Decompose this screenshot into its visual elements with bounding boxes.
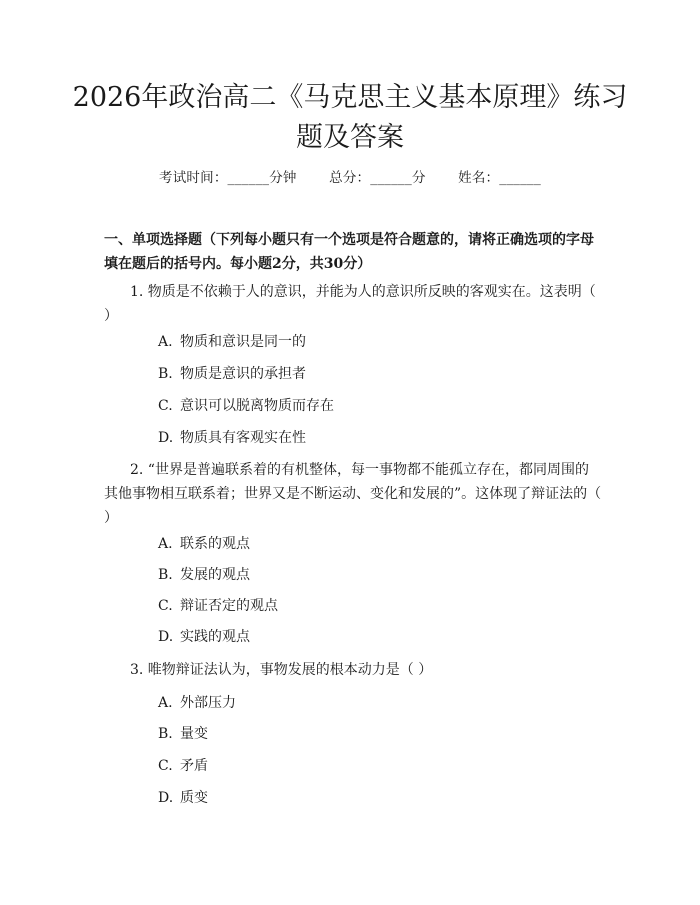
question-option — [158, 396, 334, 416]
option-text: 联系的观点 — [180, 536, 250, 552]
question-option — [158, 788, 208, 808]
question-option — [158, 693, 236, 713]
exam-time: 考试时间：______分钟 — [159, 170, 297, 186]
option-label: C. — [158, 758, 173, 774]
option-label: B. — [158, 366, 173, 382]
option-text: 实践的观点 — [180, 629, 250, 645]
option-label: A. — [158, 695, 173, 711]
option-text: 外部压力 — [180, 695, 236, 711]
option-label: B. — [158, 567, 173, 583]
question-option — [158, 596, 278, 616]
question-option — [158, 534, 250, 554]
option-label: C. — [158, 598, 173, 614]
question-option — [158, 565, 250, 585]
question-stem: 1. 物质是不依赖于人的意识，并能为人的意识所反映的客观实在。这表明（ ） — [104, 284, 596, 324]
option-label: A. — [158, 536, 173, 552]
option-text: 发展的观点 — [180, 567, 250, 583]
option-label: D. — [158, 629, 174, 645]
question-option — [158, 364, 306, 384]
option-label: C. — [158, 398, 173, 414]
option-text: 物质和意识是同一的 — [180, 334, 306, 350]
option-text: 意识可以脱离物质而存在 — [180, 398, 334, 414]
question-stem: 2. “世界是普遍联系着的有机整体，每一事物都不能孤立存在，都同周围的其他事物相互联系着；世界又是不断运动、变化和发展的”。这体现了辩证法的（ ） — [104, 462, 602, 526]
option-text: 辩证否定的观点 — [180, 598, 278, 614]
question-option — [158, 756, 208, 776]
option-label: D. — [158, 430, 174, 446]
question-option — [158, 724, 208, 744]
section-heading: 一、单项选择题（下列每小题只有一个选项是符合题意的，请将正确选项的字母填在题后的括号内。每小题2分，共30分） — [104, 232, 594, 272]
question-option — [158, 428, 306, 448]
question-stem: 3. 唯物辩证法认为，事物发展的根本动力是（ ） — [130, 662, 433, 678]
question-option — [158, 332, 306, 352]
option-text: 质变 — [180, 790, 208, 806]
document-title: 2026年政治高二《马克思主义基本原理》练习题及答案 — [72, 82, 628, 153]
option-label: D. — [158, 790, 174, 806]
total-score: 总分：______分 — [329, 170, 426, 186]
student-name: 姓名：______ — [458, 170, 541, 186]
exam-meta — [0, 168, 700, 188]
option-label: A. — [158, 334, 173, 350]
option-text: 量变 — [180, 726, 208, 742]
option-label: B. — [158, 726, 173, 742]
option-text: 物质具有客观实在性 — [180, 430, 306, 446]
option-text: 矛盾 — [180, 758, 208, 774]
question-option — [158, 627, 250, 647]
option-text: 物质是意识的承担者 — [180, 366, 306, 382]
